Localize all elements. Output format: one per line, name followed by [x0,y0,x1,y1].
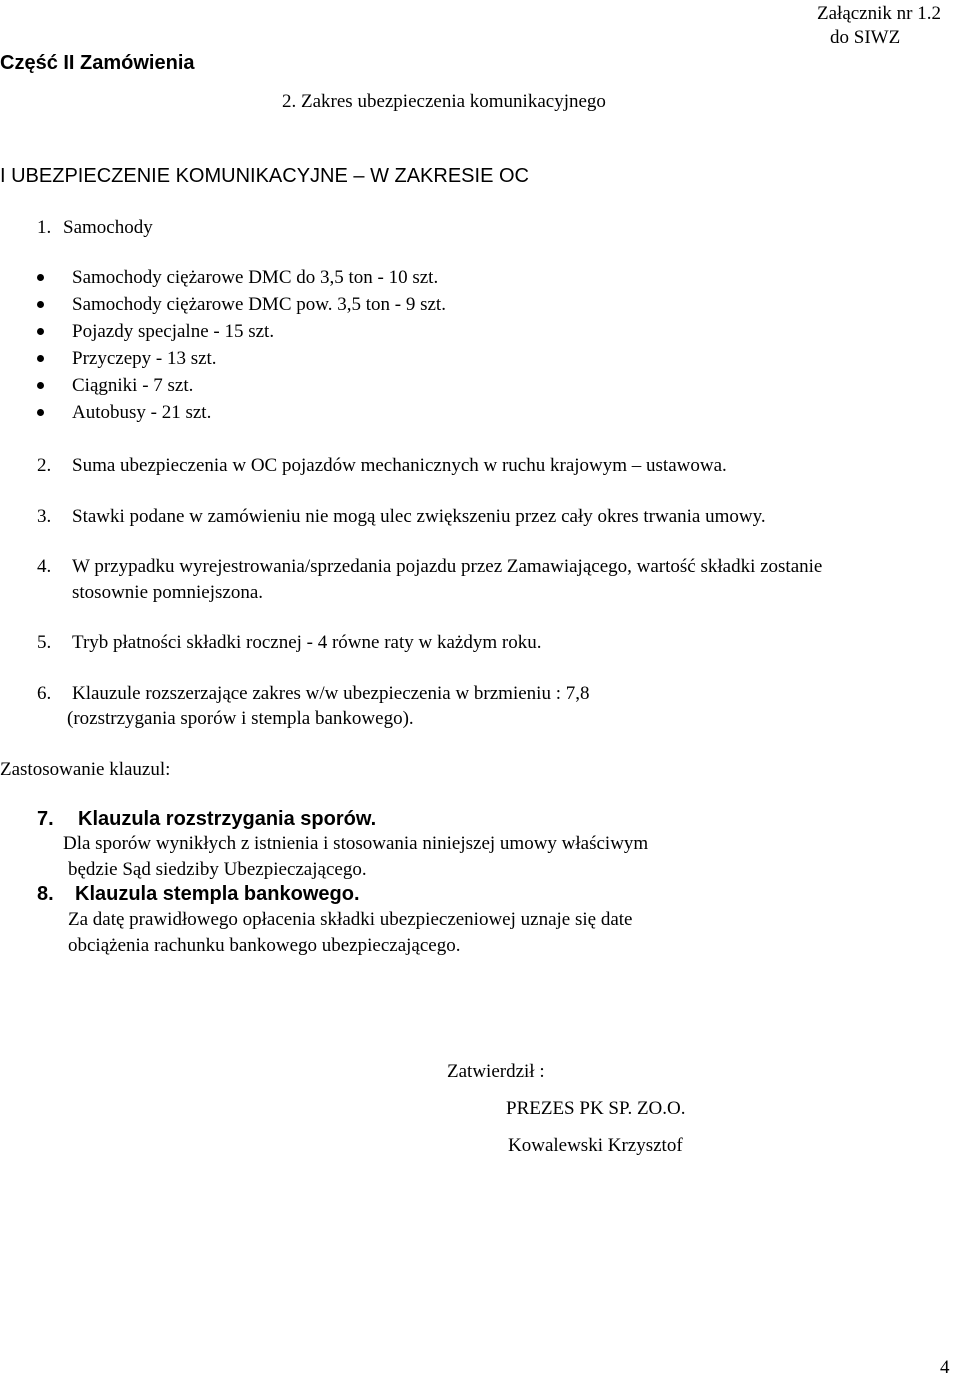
approval-name: Kowalewski Krzysztof [508,1135,683,1156]
list-item: Ciągniki - 7 szt. [72,375,194,396]
clause-7-number: 7. [37,808,54,830]
list-item: Samochody ciężarowe DMC do 3,5 ton - 10 szt. [72,267,439,288]
bullet-icon [37,301,44,308]
clause-8-title: Klauzula stempla bankowego. [75,883,360,905]
part-title: Część II Zamówienia [0,52,195,74]
point-6-line2: (rozstrzygania sporów i stempla bankowego). [67,708,414,729]
bullet-icon [37,409,44,416]
approval-position: PREZES PK SP. ZO.O. [506,1098,686,1119]
attachment-label-line1: Załącznik nr 1.2 [817,3,941,24]
list-item: Samochody ciężarowe DMC pow. 3,5 ton - 9 szt. [72,294,446,315]
clause-7-line2: będzie Sąd siedziby Ubezpieczającego. [68,859,367,880]
document-subtitle: 2. Zakres ubezpieczenia komunikacyjnego [282,91,606,112]
page-number: 4 [940,1357,950,1378]
bullet-icon [37,382,44,389]
point-2-text: Suma ubezpieczenia w OC pojazdów mechanicznych w ruchu krajowym – ustawowa. [72,455,727,476]
point-6-number: 6. [37,683,52,704]
clauses-heading: Zastosowanie klauzul: [0,759,171,780]
vehicles-label: Samochody [63,217,153,238]
point-3-text: Stawki podane w zamówieniu nie mogą ulec zwiększeniu przez cały okres trwania umowy. [72,506,766,527]
point-5-number: 5. [37,632,52,653]
clause-8-line2: obciążenia rachunku bankowego ubezpieczającego. [68,935,461,956]
clause-7-title: Klauzula rozstrzygania sporów. [78,808,377,830]
attachment-label-line2: do SIWZ [830,27,901,48]
section-title: I UBEZPIECZENIE KOMUNIKACYJNE – W ZAKRESIE OC [0,165,529,187]
point-3-number: 3. [37,506,52,527]
bullet-icon [37,328,44,335]
approval-label: Zatwierdził : [447,1061,545,1082]
list-item: Autobusy - 21 szt. [72,402,212,423]
point-4-line2: stosownie pomniejszona. [72,582,264,603]
clause-7-line1: Dla sporów wynikłych z istnienia i stosowania niniejszej umowy właściwym [63,833,649,854]
point-5-text: Tryb płatności składki rocznej - 4 równe raty w każdym roku. [72,632,542,653]
list-item: Przyczepy - 13 szt. [72,348,217,369]
list-item: Pojazdy specjalne - 15 szt. [72,321,275,342]
point-2-number: 2. [37,455,52,476]
clause-8-line1: Za datę prawidłowego opłacenia składki ubezpieczeniowej uznaje się date [68,909,633,930]
bullet-icon [37,274,44,281]
point-4-line1: W przypadku wyrejestrowania/sprzedania pojazdu przez Zamawiającego, wartość składki zostanie [72,556,823,577]
point-4-number: 4. [37,556,52,577]
bullet-icon [37,355,44,362]
point-6-line1: Klauzule rozszerzające zakres w/w ubezpieczenia w brzmieniu : 7,8 [72,683,590,704]
clause-8-number: 8. [37,883,54,905]
vehicles-number: 1. [37,217,52,238]
